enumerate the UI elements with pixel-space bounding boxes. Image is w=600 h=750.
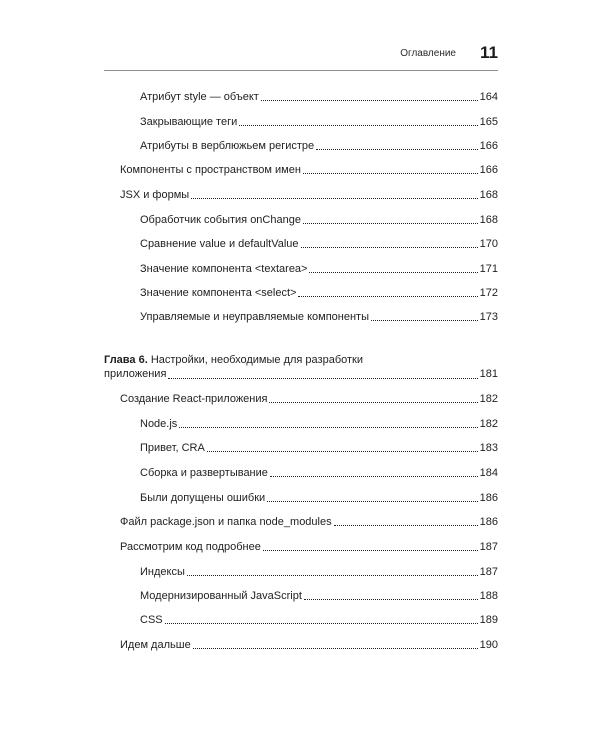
toc-entry-title: Создание React-приложения xyxy=(120,393,268,405)
toc-entry-title: CSS xyxy=(140,614,163,626)
toc-entry xyxy=(140,110,498,128)
toc-entry-title: Модернизированный JavaScript xyxy=(140,590,302,602)
dot-leader xyxy=(309,271,477,273)
toc-entry-page: 182 xyxy=(479,393,498,405)
dot-leader xyxy=(239,124,477,126)
toc-entry xyxy=(120,158,498,176)
toc-entry-title: Идем дальше xyxy=(120,639,191,651)
toc-entry-page: 186 xyxy=(479,516,498,528)
dot-leader xyxy=(304,598,478,600)
chapter-title-line xyxy=(104,353,498,367)
toc-entry-page: 168 xyxy=(479,214,498,226)
toc-entry-page: 186 xyxy=(479,492,498,504)
toc-entry-page: 166 xyxy=(479,164,498,176)
chapter-label: Глава 6. xyxy=(104,354,148,366)
toc-entry-page: 171 xyxy=(479,263,498,275)
toc-entry-page: 173 xyxy=(479,311,498,323)
toc-entry xyxy=(120,183,498,201)
dot-leader xyxy=(165,622,478,624)
toc-entry-page: 187 xyxy=(479,566,498,578)
toc-entry xyxy=(140,232,498,250)
toc-entry xyxy=(140,208,498,226)
dot-leader xyxy=(270,475,478,477)
toc-entry-page: 189 xyxy=(479,614,498,626)
dot-leader xyxy=(269,401,477,403)
toc-entry-page: 183 xyxy=(479,442,498,454)
dot-leader xyxy=(303,172,478,174)
dot-leader xyxy=(301,246,478,248)
toc-entry xyxy=(140,412,498,430)
dot-leader xyxy=(371,319,478,321)
toc-entry-page: 188 xyxy=(479,590,498,602)
toc-entry-title: Обработчик события onChange xyxy=(140,214,301,226)
toc-entry-title: Node.js xyxy=(140,418,178,430)
toc-entry-title: Управляемые и неуправляемые компоненты xyxy=(140,311,370,323)
dot-leader xyxy=(267,500,477,502)
toc-entry-title: JSX и формы xyxy=(120,189,190,201)
dot-leader xyxy=(179,426,477,428)
toc-entry-title: Были допущены ошибки xyxy=(140,492,266,504)
section-title: Оглавление xyxy=(400,48,456,59)
toc-entry xyxy=(120,387,498,405)
chapter-heading xyxy=(104,353,498,381)
toc-entry xyxy=(140,560,498,578)
toc-entry-title: Индексы xyxy=(140,566,185,578)
toc-entry xyxy=(140,436,498,454)
toc-entry-title: Сравнение value и defaultValue xyxy=(140,238,299,250)
dot-leader xyxy=(303,222,478,224)
toc-entry-title: Атрибут style — объект xyxy=(140,91,259,103)
dot-leader xyxy=(261,99,478,101)
toc-entry-title: Значение компонента <textarea> xyxy=(140,263,308,275)
toc-entry-title: Компоненты с пространством имен xyxy=(120,164,301,176)
page-number: 11 xyxy=(480,43,498,62)
toc-entry xyxy=(140,584,498,602)
toc-entry-page: 182 xyxy=(479,418,498,430)
toc-entry-title: Закрывающие теги xyxy=(140,116,238,128)
toc-entry-title: Значение компонента <select> xyxy=(140,287,297,299)
toc-entry xyxy=(140,134,498,152)
toc-entry xyxy=(120,633,498,651)
chapter-title-continuation: приложения xyxy=(104,368,167,380)
toc-entry-title: Атрибуты в верблюжьем регистре xyxy=(140,140,315,152)
dot-leader xyxy=(168,377,477,379)
chapter-page: 181 xyxy=(479,368,498,380)
toc-entry xyxy=(120,510,498,528)
toc-entry xyxy=(140,257,498,275)
dot-leader xyxy=(193,647,478,649)
toc-entry xyxy=(140,85,498,103)
toc-entry xyxy=(140,461,498,479)
dot-leader xyxy=(298,295,477,297)
toc-entry-page: 168 xyxy=(479,189,498,201)
dot-leader xyxy=(187,574,478,576)
chapter-title: Настройки, необходимые для разработки xyxy=(147,354,363,366)
toc-entry xyxy=(140,281,498,299)
toc-entry-page: 165 xyxy=(479,116,498,128)
toc-entry-page: 164 xyxy=(479,91,498,103)
toc-entry-page: 172 xyxy=(479,287,498,299)
dot-leader xyxy=(263,549,478,551)
toc-entry xyxy=(120,535,498,553)
chapter-title-line xyxy=(104,367,498,381)
toc-entry-page: 166 xyxy=(479,140,498,152)
dot-leader xyxy=(316,148,477,150)
toc-entry-title: Привет, CRA xyxy=(140,442,205,454)
dot-leader xyxy=(191,197,477,199)
toc-entry-title: Файл package.json и папка node_modules xyxy=(120,516,332,528)
toc-entry-page: 187 xyxy=(479,541,498,553)
toc-entry xyxy=(140,486,498,504)
toc-entry-title: Рассмотрим код подробнее xyxy=(120,541,261,553)
dot-leader xyxy=(207,450,478,452)
toc-entry xyxy=(140,608,498,626)
toc-entry-title: Сборка и развертывание xyxy=(140,467,268,479)
toc-entry xyxy=(140,305,498,323)
page-header xyxy=(104,40,498,71)
toc-entry-page: 170 xyxy=(479,238,498,250)
dot-leader xyxy=(334,524,478,526)
toc-entry-page: 190 xyxy=(479,639,498,651)
toc-entry-page: 184 xyxy=(479,467,498,479)
